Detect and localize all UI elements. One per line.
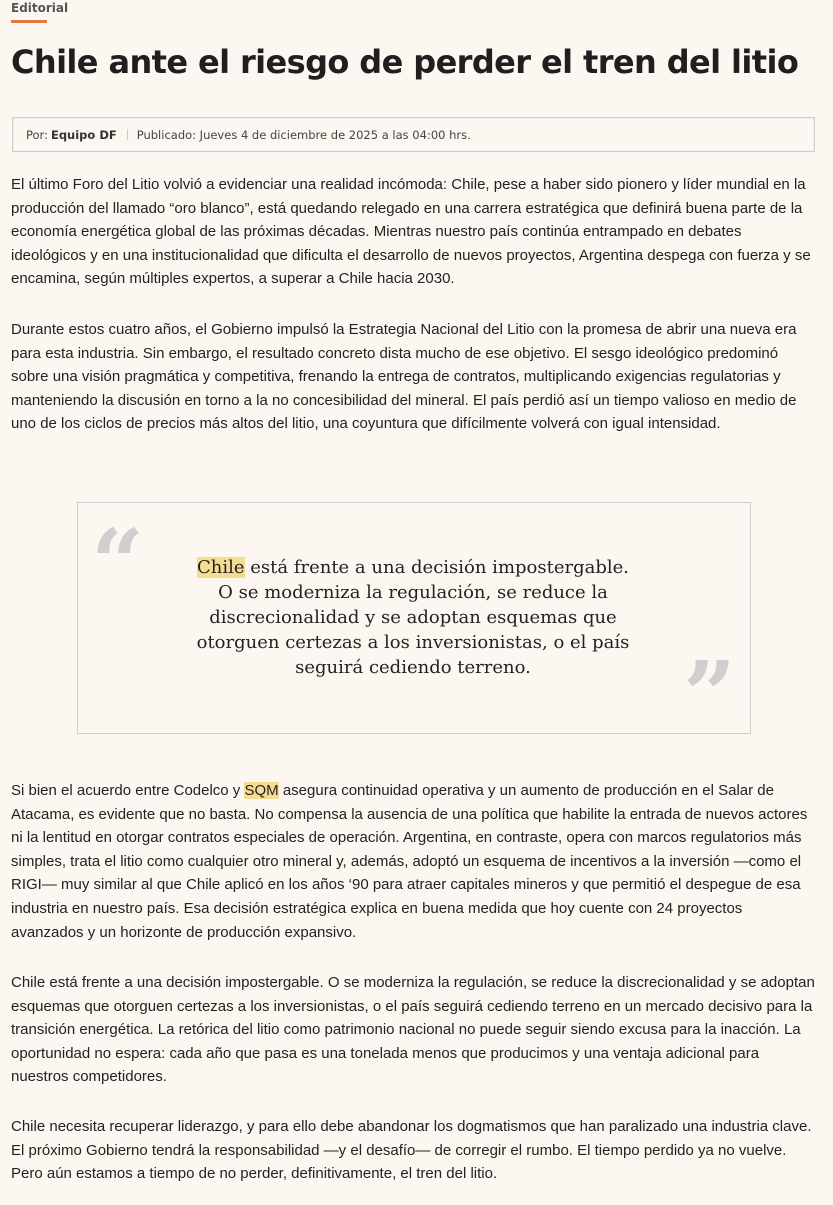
published-date: Publicado: Jueves 4 de diciembre de 2025 a las 04:00 hrs. (136, 127, 471, 142)
pullquote-text (190, 555, 636, 680)
paragraph-3-start: Si bien el acuerdo entre Codelco y (11, 782, 245, 799)
pullquote (77, 502, 751, 749)
pullquote-highlight[interactable]: Chile (196, 557, 245, 578)
article-paragraph-2: Durante estos cuatro años, el Gobierno impulsó la Estrategia Nacional del Litio con la promesa de abrir una nueva era para esta industria. Sin embargo, el resultado concreto dista mucho de ese objetivo. El sesgo ideológico predominó sobre una visión pragmática y competitiva, frenando la entrega de contratos, multiplicando exigencias regulatorias y manteniendo la discusión en torno a la no concesibilidad del mineral. El país perdió así un tiempo valioso en medio de uno de los ciclos de precios más altos del litio, una coyuntura que difícilmente volverá con igual intensidad. (11, 321, 797, 433)
author-name[interactable]: Equipo DF (50, 127, 117, 142)
article-paragraph-1: El último Foro del Litio volvió a evidenciar una realidad incómoda: Chile, pese a haber sido pionero y líder mundial en la producción del llamado “oro blanco”, está quedando relegado en una carrera estratégica que definirá buena parte de la economía energética global de las próximas décadas. Mientras nuestro país continúa entrampado en debates ideológicos y en una institucionalidad que dificulta el desarrollo de nuevos proyectos, Argentina despega con fuerza y se encamina, según múltiples expertos, a superar a Chile hacia 2030. (11, 176, 811, 288)
meta-divider (127, 129, 128, 140)
open-quote-icon: “ (91, 509, 144, 617)
article-paragraph-3 (11, 779, 817, 944)
article-title: Chile ante el riesgo de perder el tren del litio (11, 43, 799, 81)
close-quote-icon: ” (683, 641, 736, 749)
section-underline (11, 20, 47, 23)
section-tag[interactable]: Editorial (11, 1, 69, 15)
article-paragraph-5: Chile necesita recuperar liderazgo, y para ello debe abandonar los dogmatismos que han paralizado una industria clave. El próximo Gobierno tendrá la responsabilidad —y el desafío— de corregir el rumbo. El tiempo perdido ya no vuelve. Pero aún estamos a tiempo de no perder, definitivamente, el tren del litio. (11, 1118, 812, 1183)
article-meta (12, 117, 815, 152)
paragraph-3-rest: asegura continuidad operativa y un aumento de producción en el Salar de Atacama, es evidente que no basta. No compensa la ausencia de una política que habilite la entrada de nuevos actores ni la lentitud en otorgar contratos especiales de operación. Argentina, en contraste, opera con marcos regulatorios más simples, trata el litio como cualquier otro mineral y, además, adoptó un esquema de incentivos a la inversión —como el RIGI— muy similar al que Chile aplicó en los años ‘90 para atraer capitales mineros y que permitió el despegue de esa industria en nuestro país. Esa decisión estratégica explica en buena medida que hoy cuente con 24 proyectos avanzados y un horizonte de producción expansivo. (11, 782, 808, 941)
pullquote-body: está frente a una decisión impostergable. O se moderniza la regulación, se reduce la discrecionalidad y se adoptan esquemas que otorguen certezas a los inversionistas, o el país seguirá cediendo terreno. (196, 557, 630, 678)
sqm-link[interactable]: SQM (244, 782, 279, 799)
author-prefix: Por: (26, 127, 48, 142)
article-paragraph-4: Chile está frente a una decisión impostergable. O se moderniza la regulación, se reduce la discrecionalidad y se adoptan esquemas que otorguen certezas a los inversionistas, o el país seguirá cediendo terreno en un mercado decisivo para la transición energética. La retórica del litio como patrimonio nacional no puede seguir siendo excusa para la inacción. La oportunidad no espera: cada año que pasa es una tonelada menos que producimos y una ventaja adicional para nuestros competidores. (11, 974, 815, 1086)
